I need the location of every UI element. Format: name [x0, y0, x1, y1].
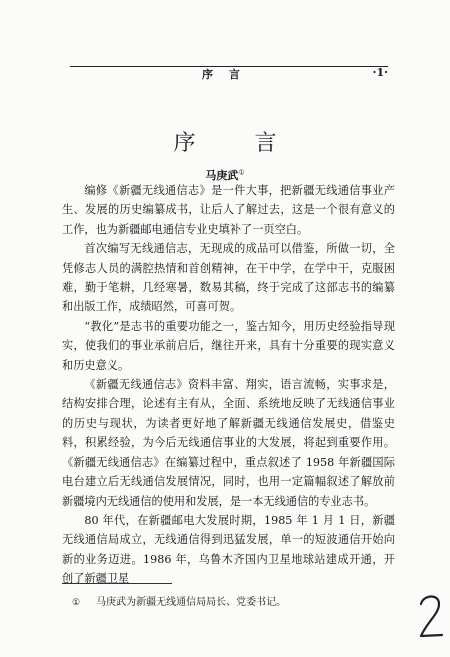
footnote-text: 马庚武为新疆无线通信局局长、党委书记。 — [96, 597, 287, 608]
paragraph: 80 年代，在新疆邮电大发展时期，1985 年 1 月 1 日，新疆无线通信局成立，无线通信得到迅猛发展，单一的短波通信开始向新的业务迈进。1986 年，乌鲁木齐国内卫星地球站建成开通，开创了新疆卫星 — [62, 513, 395, 586]
paragraph: 编修《新疆无线通信志》是一件大事，把新疆无线通信事业产生、发展的历史编纂成书，让后人了解过去，这是一个很有意义的工作，也为新疆邮电通信专业史填补了一页空白。 — [62, 184, 395, 236]
footnote-mark: ① — [72, 598, 81, 608]
page-title: 序 言 — [173, 131, 303, 156]
footnote — [72, 593, 392, 608]
paragraph: 首次编写无线通信志，无现成的成品可以借鉴，所做一切，全凭修志人员的满腔热情和首创精神，在干中学，在学中干，克服困难，勤于笔耕，几经寒暑，数易其稿，终于完成了这部志书的编纂和出版工作，成绩昭然，可喜可贺。 — [62, 242, 395, 314]
paragraph: “教化”是志书的重要功能之一，鉴古知今，用历史经验指导现实，使我们的事业承前启后，继往开来，具有十分重要的现实意义和历史意义。 — [62, 319, 395, 372]
footnote-divider — [62, 583, 172, 584]
handwritten-page-mark — [417, 592, 445, 640]
body-text — [62, 181, 395, 589]
page-number: ·1· — [372, 66, 388, 79]
running-header — [70, 66, 388, 81]
author-name: 马庚武 — [205, 169, 239, 182]
author-footnote-mark: ① — [238, 168, 245, 177]
paragraph: 《新疆无线通信志》资料丰富、翔实，语言流畅，实事求是，结构安排合理，论述有主有从，全面、系统地反映了无线通信事业的历史与现状，为读者更好地了解新疆无线通信发展史，借鉴史料，积累经验，为今后无线通信事业的大发展，将起到重要作用。《新疆无线通信志》在编纂过程中，重点叙述了 1958 年新疆国际电台建立后无线通信发展情况，同时，也用一定篇幅叙述了解放前新疆境内无线通信的使用和发展，是一本无线通信的专业志书。 — [62, 378, 395, 508]
running-title: 序 言 — [202, 68, 246, 81]
